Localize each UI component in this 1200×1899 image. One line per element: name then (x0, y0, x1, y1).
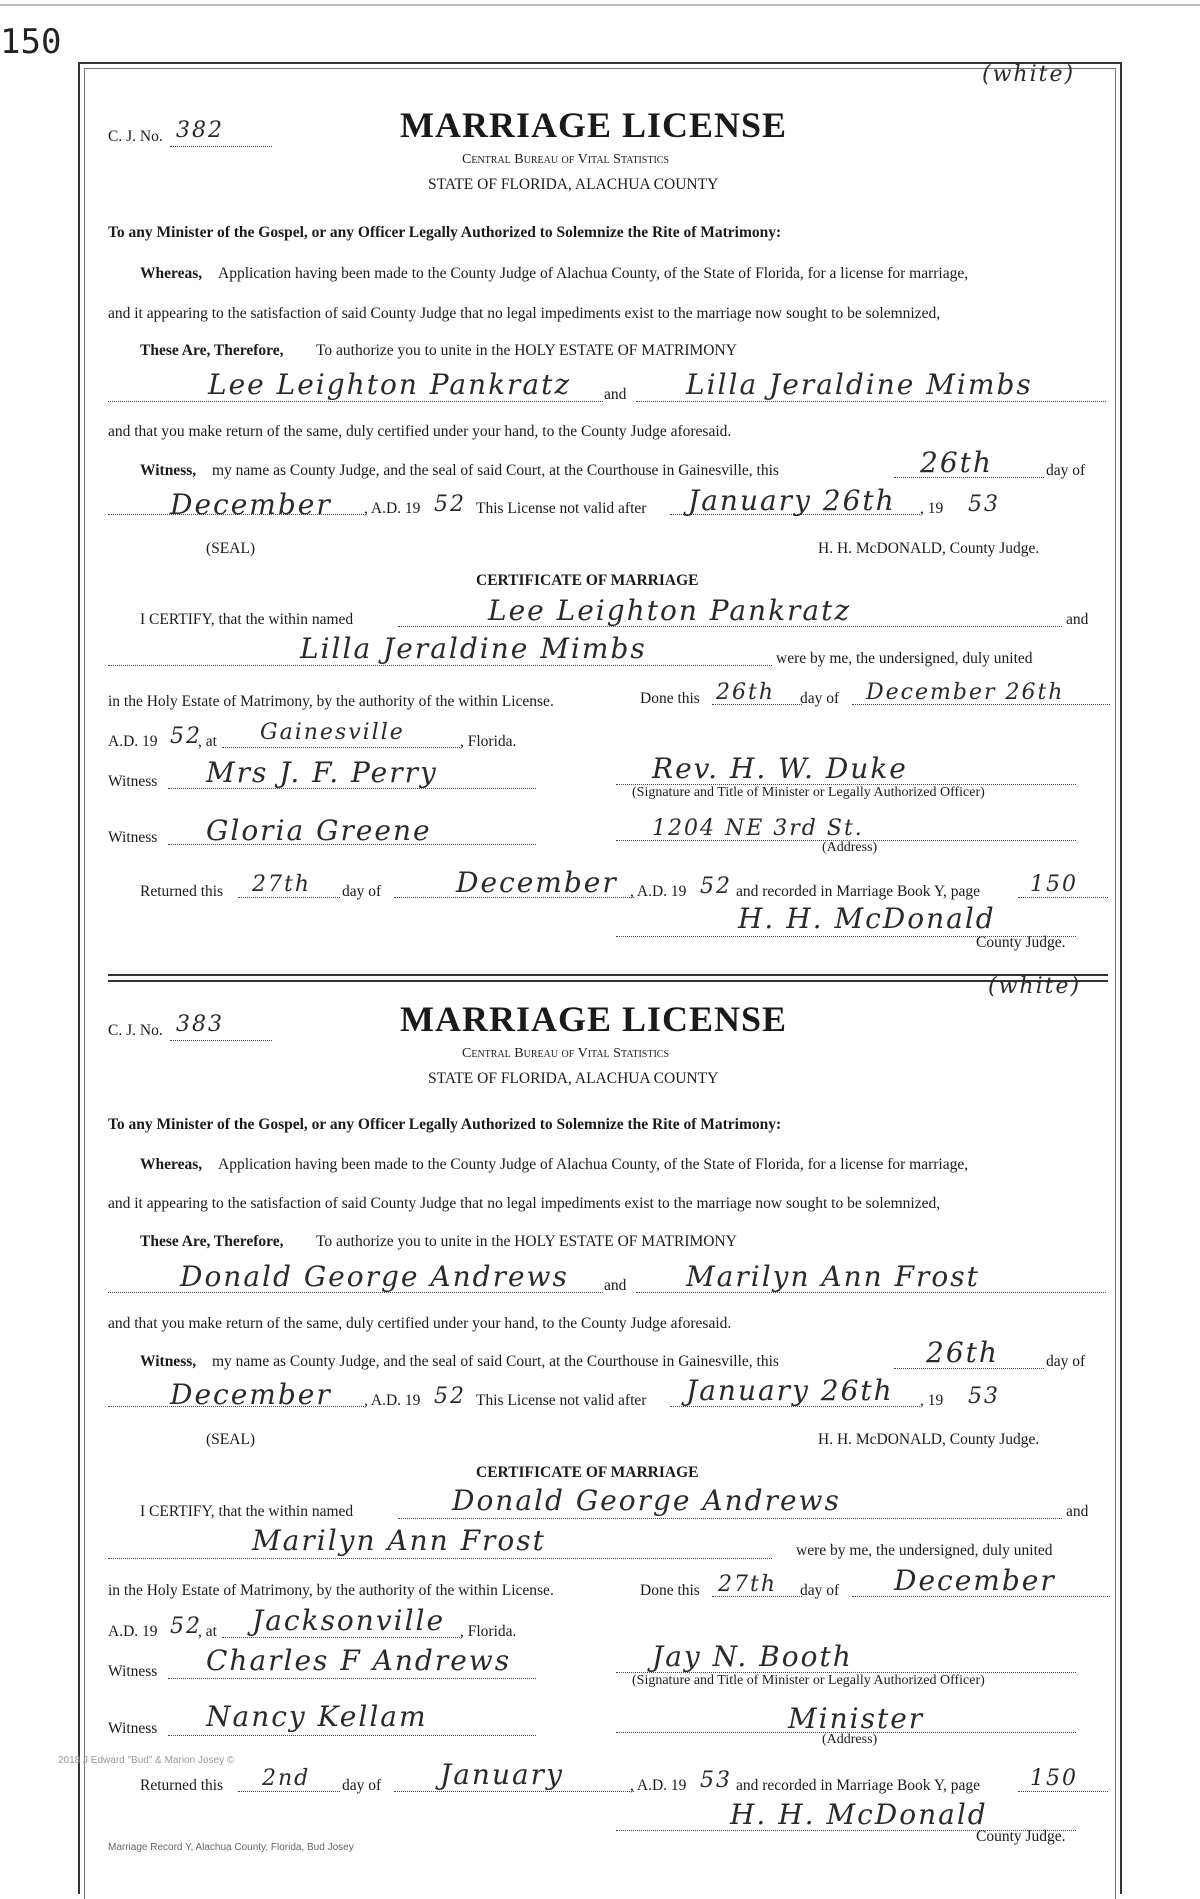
done-year: 52 (170, 1614, 202, 1639)
florida-label: , Florida. (460, 1623, 517, 1640)
cj-number: 382 (176, 118, 224, 143)
valid-until: January 26th (686, 1374, 894, 1407)
not-valid-label: This License not valid after (476, 500, 647, 517)
witness2-sig: Gloria Greene (206, 814, 432, 847)
done-day: 26th (716, 680, 776, 705)
done-this-label: Done this (640, 1582, 700, 1599)
witness-text: my name as County Judge, and the seal of said Court, at the Courthouse in Gainesville, this (212, 462, 779, 479)
and-label-2: and (1066, 1503, 1089, 1520)
day-of-label: day of (1046, 1353, 1086, 1370)
whereas-text: Application having been made to the County Judge of Alachua County, of the State of Florida, for a license for marriage, (218, 1156, 969, 1173)
cj-label: C. J. No. (108, 1022, 163, 1039)
page-number: 150 (0, 22, 62, 62)
these-text: To authorize you to unite in the HOLY ESTATE OF MATRIMONY (316, 1233, 737, 1250)
done-month: December 26th (866, 680, 1065, 705)
race-note: (white) (982, 62, 1076, 87)
issue-month: December (170, 488, 332, 521)
place-line (222, 747, 462, 748)
judge-printed: H. H. McDONALD, County Judge. (818, 1431, 1040, 1448)
state-county: STATE OF FLORIDA, ALACHUA COUNTY (428, 1070, 719, 1087)
page-line (1018, 897, 1108, 898)
license-title: MARRIAGE LICENSE (400, 105, 788, 145)
these-label: These Are, Therefore, (140, 1233, 284, 1250)
ad-label-2: A.D. 19 (108, 733, 158, 750)
whereas-label: Whereas, (140, 265, 203, 282)
officer-sig: Jay N. Booth (652, 1640, 853, 1673)
license-separator (108, 974, 1108, 982)
witness1-label: Witness (108, 1663, 158, 1680)
done-day: 27th (718, 1572, 778, 1597)
return-text: and that you make return of the same, duly certified under your hand, to the County Judge aforesaid. (108, 1315, 732, 1332)
day-of-label-2: day of (800, 1582, 840, 1599)
signature-caption: (Signature and Title of Minister or Legally Authorized Officer) (632, 1673, 985, 1688)
ad-label-2: A.D. 19 (108, 1623, 158, 1640)
whereas-label: Whereas, (140, 1156, 203, 1173)
seal-label: (SEAL) (206, 540, 256, 557)
witness2-sig: Nancy Kellam (206, 1700, 428, 1733)
united-text: were by me, the undersigned, duly united (776, 650, 1033, 667)
recorded-text: and recorded in Marriage Book Y, page (736, 883, 981, 900)
cert-groom-line (398, 1518, 1062, 1519)
cert-groom: Lee Leighton Pankratz (488, 594, 852, 627)
cert-bride-line (108, 665, 772, 666)
certify-text: I CERTIFY, that the within named (140, 1503, 354, 1520)
florida-label: , Florida. (460, 733, 517, 750)
day-of-label-2: day of (800, 690, 840, 707)
judge-printed: H. H. McDONALD, County Judge. (818, 540, 1040, 557)
officer-sig: Rev. H. W. Duke (652, 752, 908, 785)
at-label: , at (198, 1623, 217, 1640)
satisfaction-text: and it appearing to the satisfaction of said County Judge that no legal impediments exist to the marriage now sought to be solemnized, (108, 305, 941, 322)
witness2-label: Witness (108, 829, 158, 846)
issue-year: 52 (434, 492, 466, 517)
county-judge-caption: County Judge. (976, 934, 1066, 951)
place: Jacksonville (252, 1604, 446, 1637)
recorded-text: and recorded in Marriage Book Y, page (736, 1777, 981, 1794)
witness2-label: Witness (108, 1720, 158, 1737)
place: Gainesville (260, 720, 405, 745)
license-title: MARRIAGE LICENSE (400, 999, 788, 1039)
and-label-2: and (1066, 611, 1089, 628)
valid-year: 53 (968, 1384, 1000, 1409)
at-label: , at (198, 733, 217, 750)
cj-label: C. J. No. (108, 128, 163, 145)
bride-line (636, 401, 1106, 402)
cert-groom: Donald George Andrews (452, 1484, 841, 1517)
returned-label: Returned this (140, 883, 224, 900)
satisfaction-text: and it appearing to the satisfaction of said County Judge that no legal impediments exist to the marriage now sought to be solemnized, (108, 1195, 941, 1212)
certify-text: I CERTIFY, that the within named (140, 611, 354, 628)
valid-until: January 26th (688, 484, 896, 517)
done-year: 52 (170, 724, 202, 749)
groom-name: Donald George Andrews (180, 1260, 569, 1293)
cert-bride: Marilyn Ann Frost (252, 1524, 546, 1557)
these-label: These Are, Therefore, (140, 342, 284, 359)
united-text: were by me, the undersigned, duly united (796, 1542, 1053, 1559)
day-of-label-3: day of (342, 883, 382, 900)
returned-day-line (238, 1791, 340, 1792)
witness2-line (168, 1735, 536, 1736)
county-judge-caption: County Judge. (976, 1828, 1066, 1845)
address-line: To any Minister of the Gospel, or any Officer Legally Authorized to Solemnize the Rite of Matrimony: (108, 1116, 782, 1133)
bureau-name: Central Bureau of Vital Statistics (462, 1046, 670, 1061)
cj-line (170, 1040, 272, 1041)
done-month: December (894, 1564, 1056, 1597)
cert-bride-line (108, 1558, 772, 1559)
ad-label-3: , A.D. 19 (630, 1777, 687, 1794)
returned-day: 2nd (262, 1766, 311, 1791)
bureau-name: Central Bureau of Vital Statistics (462, 152, 670, 167)
issue-month: December (170, 1378, 332, 1411)
return-text: and that you make return of the same, duly certified under your hand, to the County Judge aforesaid. (108, 423, 732, 440)
returned-month-line (394, 1791, 634, 1792)
seal-label: (SEAL) (206, 1431, 256, 1448)
witness1-line (168, 1678, 536, 1679)
cj-number: 383 (176, 1012, 224, 1037)
witness1-label: Witness (108, 773, 158, 790)
certificate-title: CERTIFICATE OF MARRIAGE (476, 1464, 699, 1481)
race-note: (white) (988, 974, 1082, 999)
done-this-label: Done this (640, 690, 700, 707)
returned-day-line (238, 897, 340, 898)
state-county: STATE OF FLORIDA, ALACHUA COUNTY (428, 176, 719, 193)
footer-text: Marriage Record Y, Alachua County, Florida, Bud Josey (108, 1842, 354, 1853)
certificate-title: CERTIFICATE OF MARRIAGE (476, 572, 699, 589)
returned-year: 53 (700, 1768, 732, 1793)
and-label: and (604, 1277, 627, 1294)
record-page: 150 (1030, 872, 1078, 897)
judge-signature: H. H. McDonald (738, 902, 996, 935)
ad-label: , A.D. 19 (364, 1392, 421, 1409)
issue-year: 52 (434, 1384, 466, 1409)
address-line: To any Minister of the Gospel, or any Officer Legally Authorized to Solemnize the Rite of Matrimony: (108, 224, 782, 241)
witness-label-bold: Witness, (140, 1353, 197, 1370)
place-line (222, 1637, 462, 1638)
address-caption: (Address) (822, 1732, 878, 1747)
valid-year: 53 (968, 492, 1000, 517)
returned-label: Returned this (140, 1777, 224, 1794)
holy-text: in the Holy Estate of Matrimony, by the authority of the within License. (108, 1582, 554, 1599)
returned-month: December (456, 866, 618, 899)
witness1-sig: Charles F Andrews (206, 1644, 512, 1677)
groom-name: Lee Leighton Pankratz (208, 368, 572, 401)
not-valid-label: This License not valid after (476, 1392, 647, 1409)
officer-address: 1204 NE 3rd St. (652, 816, 864, 841)
record-page: 150 (1030, 1766, 1078, 1791)
officer-address: Minister (788, 1702, 925, 1735)
bride-name: Marilyn Ann Frost (686, 1260, 980, 1293)
cj-line (170, 146, 272, 147)
comma-19: , 19 (920, 500, 944, 517)
witness-label-bold: Witness, (140, 462, 197, 479)
issue-day: 26th (926, 1336, 999, 1369)
and-label: and (604, 386, 627, 403)
ad-label-3: , A.D. 19 (630, 883, 687, 900)
day-of-label: day of (1046, 462, 1086, 479)
whereas-text: Application having been made to the County Judge of Alachua County, of the State of Florida, for a license for marriage, (218, 265, 969, 282)
copyright-watermark: 2018 J Edward "Bud" & Marion Josey © (58, 1755, 235, 1766)
returned-year: 52 (700, 874, 732, 899)
holy-text: in the Holy Estate of Matrimony, by the authority of the within License. (108, 693, 554, 710)
groom-line (108, 401, 603, 402)
these-text: To authorize you to unite in the HOLY ESTATE OF MATRIMONY (316, 342, 737, 359)
bride-name: Lilla Jeraldine Mimbs (686, 368, 1033, 401)
address-caption: (Address) (822, 840, 878, 855)
witness-text: my name as County Judge, and the seal of said Court, at the Courthouse in Gainesville, this (212, 1353, 779, 1370)
top-rule (0, 4, 1200, 6)
ad-label: , A.D. 19 (364, 500, 421, 517)
signature-caption: (Signature and Title of Minister or Legally Authorized Officer) (632, 785, 985, 800)
returned-day: 27th (252, 872, 312, 897)
comma-19: , 19 (920, 1392, 944, 1409)
judge-signature: H. H. McDonald (730, 1798, 988, 1831)
day-of-label-3: day of (342, 1777, 382, 1794)
page-line (1018, 1791, 1108, 1792)
issue-day: 26th (920, 446, 993, 479)
returned-month: January (440, 1758, 564, 1791)
witness1-sig: Mrs J. F. Perry (206, 756, 438, 789)
cert-bride: Lilla Jeraldine Mimbs (300, 632, 647, 665)
